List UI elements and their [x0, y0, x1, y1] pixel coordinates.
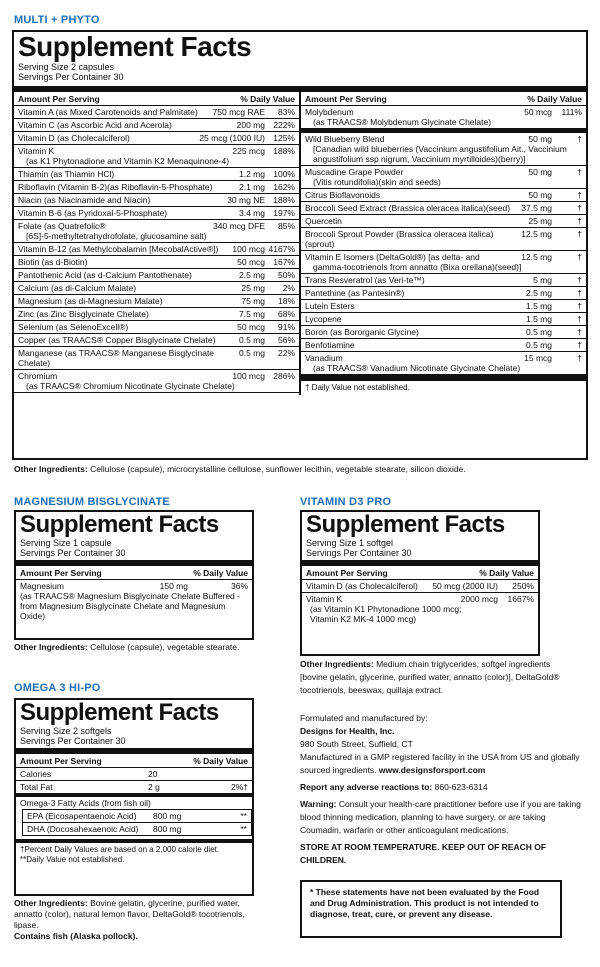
nutrient-row: Vanadium 15 mcg † (as TRAACS® Vanadium Nicotinate Glycinate Chelate)	[301, 352, 586, 375]
servings-per-container: Servings Per Container 30	[20, 736, 126, 746]
nutrient-row: Boron (as Bororganic Glycine) 0.5 mg †	[301, 326, 586, 339]
epa-row: EPA (Eicosapentaenoic Acid) 800 mg **	[22, 809, 252, 822]
servings-per-container: Servings Per Container 30	[20, 548, 126, 558]
serving-size: Serving Size 1 softgel	[306, 538, 394, 548]
calories-row: Calories 20	[16, 768, 252, 781]
other-ingredients-magnesium: Other Ingredients: Cellulose (capsule), vegetable stearate.	[14, 642, 240, 652]
nutrient-row: Lycopene 1.5 mg †	[301, 313, 586, 326]
nutrient-row: Vitamin A (as Mixed Carotenoids and Palmitate) 750 mcg RAE 83%	[14, 106, 299, 119]
omega3-row: Omega-3 Fatty Acids (from fish oil)	[16, 794, 252, 809]
serving-size: Serving Size 2 capsules	[18, 62, 115, 72]
other-ingredients-omega: Other Ingredients: Bovine gelatin, glycerine, purified water, annatto (color), natural lemon flavor, DeltaGold® tocotrienols, lipase. Contains fish (Alaska pollock).	[14, 898, 245, 941]
footnote: †Percent Daily Values are based on a 2,000 calorie diet. **Daily Value not established.	[20, 845, 220, 864]
nutrient-column-right	[299, 92, 586, 395]
column-header: Amount Per Serving % Daily Value	[16, 566, 252, 580]
nutrient-row: Calcium (as di-Calcium Malate) 25 mg 2%	[14, 282, 299, 295]
vitamin-k-row: Vitamin K 2000 mcg 1667% (as Vitamin K1 Phytonadione 1000 mcg; Vitamin K2 MK-4 1000 mcg)	[306, 594, 534, 624]
nutrient-row: Pantethine (as Pantesin®) 2.5 mg †	[301, 287, 586, 300]
nutrient-row: Quercetin 25 mg †	[301, 215, 586, 228]
nutrient-row: Lutein Esters 1.5 mg †	[301, 300, 586, 313]
section-title-omega: OMEGA 3 HI-PO	[14, 682, 101, 694]
nutrient-row: Copper (as TRAACS® Copper Bisglycinate Chelate) 0.5 mg 56%	[14, 334, 299, 347]
nutrient-row: Trans Resveratrol (as Veri-te™) 5 mg †	[301, 274, 586, 287]
supplement-facts-omega	[14, 698, 254, 896]
nutrient-row: Magnesium 150 mg 36% (as TRAACS® Magnesium Bisglycinate Chelate Buffered - from Magnesium Bisglycinate Chelate and Magnesium Oxide)	[20, 581, 248, 621]
nutrient-row: Broccoli Sprout Powder (Brassica oleracea italica)(sprout) 12.5 mg †	[301, 228, 586, 251]
panel-title: Supplement Facts	[20, 511, 219, 538]
nutrient-row: Folate (as Quatrefolic® 340 mcg DFE 85% [6S]-5-methyltetrahydrofolate, glucosamine salt)	[14, 220, 299, 243]
footnote: † Daily Value not established.	[305, 383, 410, 392]
panel-title: Supplement Facts	[18, 31, 252, 62]
supplement-facts-vitd	[300, 510, 540, 656]
nutrient-row: Broccoli Seed Extract (Brassica oleracea italica)(seed) 37.5 mg †	[301, 202, 586, 215]
supplement-facts-multi	[12, 30, 588, 460]
panel-title: Supplement Facts	[20, 699, 219, 726]
nutrient-column-left	[14, 92, 299, 395]
fda-disclaimer: * These statements have not been evaluated by the Food and Drug Administration. This product is not intended to diagnose, treat, cure, or prevent any disease.	[300, 880, 562, 938]
section-title-magnesium: MAGNESIUM BISGLYCINATE	[14, 496, 170, 508]
nutrient-row: Pantothenic Acid (as d-Calcium Pantothenate) 2.5 mg 50%	[14, 269, 299, 282]
nutrient-row: Riboflavin (Vitamin B-2)(as Riboflavin-5-Phosphate) 2.1 mg 162%	[14, 181, 299, 194]
nutrient-row: Vitamin B-6 (as Pyridoxal-5-Phosphate) 3.4 mg 197%	[14, 207, 299, 220]
other-ingredients-vitd: Other Ingredients: Medium chain triglycerides, softgel ingredients [bovine gelatin, glycerine, purified water, annatto (color)], DeltaGold® tocotrienols, beeswax, quillaja extract.	[300, 659, 560, 695]
nutrient-row: Zinc (as Zinc Bisglycinate Chelate) 7.5 mg 68%	[14, 308, 299, 321]
nutrient-row: Chromium 100 mcg 286% (as TRAACS® Chromium Nicotinate Glycinate Chelate)	[14, 370, 299, 393]
panel-title: Supplement Facts	[306, 511, 505, 538]
nutrient-row: Vitamin D (as Cholecalciferol) 25 mcg (1000 IU) 125%	[14, 132, 299, 145]
dha-row: DHA (Docosahexaenoic Acid) 800 mg **	[22, 822, 252, 836]
nutrient-row: Magnesium (as di-Magnesium Malate) 75 mg 18%	[14, 295, 299, 308]
nutrient-columns	[14, 92, 586, 395]
column-header: Amount Per Serving % Daily Value	[16, 754, 252, 768]
other-ingredients-multi: Other Ingredients: Cellulose (capsule), microcrystalline cellulose, sunflower lecithin, vegetable stearate, silicon dioxide.	[14, 464, 466, 474]
nutrient-row: Manganese (as TRAACS® Manganese Bisglycinate Chelate) 0.5 mg 22%	[14, 347, 299, 370]
section-title-vitd: VITAMIN D3 PRO	[300, 496, 392, 508]
nutrient-row: Molybdenum 50 mcg 111% (as TRAACS® Molybdenum Glycinate Chelate)	[301, 106, 586, 129]
supplement-facts-magnesium	[14, 510, 254, 640]
nutrient-row: Citrus Bioflavonoids 50 mg †	[301, 189, 586, 202]
company-info: Formulated and manufactured by: Designs for Health, Inc. 980 South Street, Suffield, CT Manufactured in a GMP registered facility in the USA from US and globally sourced ingredients. www.designsforsport.com Report any adverse reactions to: 860-623-6314 Warning: Consult your health-care practitioner before use if you are taking blood thinning medication, planning to have surgery, or are taking Coumadin, warfarin or other anticoagulant medications. STORE AT ROOM TEMPERATURE. KEEP OUT OF REACH OF CHILDREN.	[300, 713, 581, 865]
total-fat-row: Total Fat 2 g 2%†	[16, 781, 252, 794]
nutrient-row: Muscadine Grape Powder 50 mg † (Vitis rotundifolia)(skin and seeds)	[301, 166, 586, 189]
nutrient-row: Benfotiamine 0.5 mg †	[301, 339, 586, 352]
nutrient-row: Biotin (as d-Biotin) 50 mcg 167%	[14, 256, 299, 269]
column-header: Amount Per Serving % Daily Value	[14, 92, 299, 106]
servings-per-container: Servings Per Container 30	[18, 72, 124, 82]
servings-per-container: Servings Per Container 30	[306, 548, 412, 558]
nutrient-row: Wild Blueberry Blend 50 mg † [Canadian wild blueberries (Vaccinium angustifolium Ait., Vaccinium angustifolium ssp nigrum, Vaccinium myrtilloides)(berry)]	[301, 129, 586, 166]
column-header: Amount Per Serving % Daily Value	[301, 92, 586, 106]
section-title-multi: MULTI + PHYTO	[14, 14, 100, 26]
serving-size: Serving Size 2 softgels	[20, 726, 112, 736]
nutrient-row: Vitamin C (as Ascorbic Acid and Acerola) 200 mg 222%	[14, 119, 299, 132]
vitamin-d-row: Vitamin D (as Cholecalciferol) 50 mcg (2000 IU) 250%	[302, 580, 538, 593]
nutrient-row: Thiamin (as Thiamin HCl) 1.2 mg 100%	[14, 168, 299, 181]
serving-size: Serving Size 1 capsule	[20, 538, 112, 548]
column-header: Amount Per Serving % Daily Value	[302, 566, 538, 580]
nutrient-row: Vitamin E Isomers (DeltaGold®) [as delta- and 12.5 mg † gamma-tocotrienols from annatto (Bixa orellana)(seed)]	[301, 251, 586, 274]
nutrient-row: Selenium (as SelenoExcell®) 50 mcg 91%	[14, 321, 299, 334]
nutrient-row: Vitamin K 225 mcg 188% (as K1 Phytonadione and Vitamin K2 Menaquinone-4)	[14, 145, 299, 168]
nutrient-row: Niacin (as Niacinamide and Niacin) 30 mg NE 188%	[14, 194, 299, 207]
nutrient-row: Vitamin B-12 (as Methylcobalamin [MecobalActive®]) 100 mcg 4167%	[14, 243, 299, 256]
